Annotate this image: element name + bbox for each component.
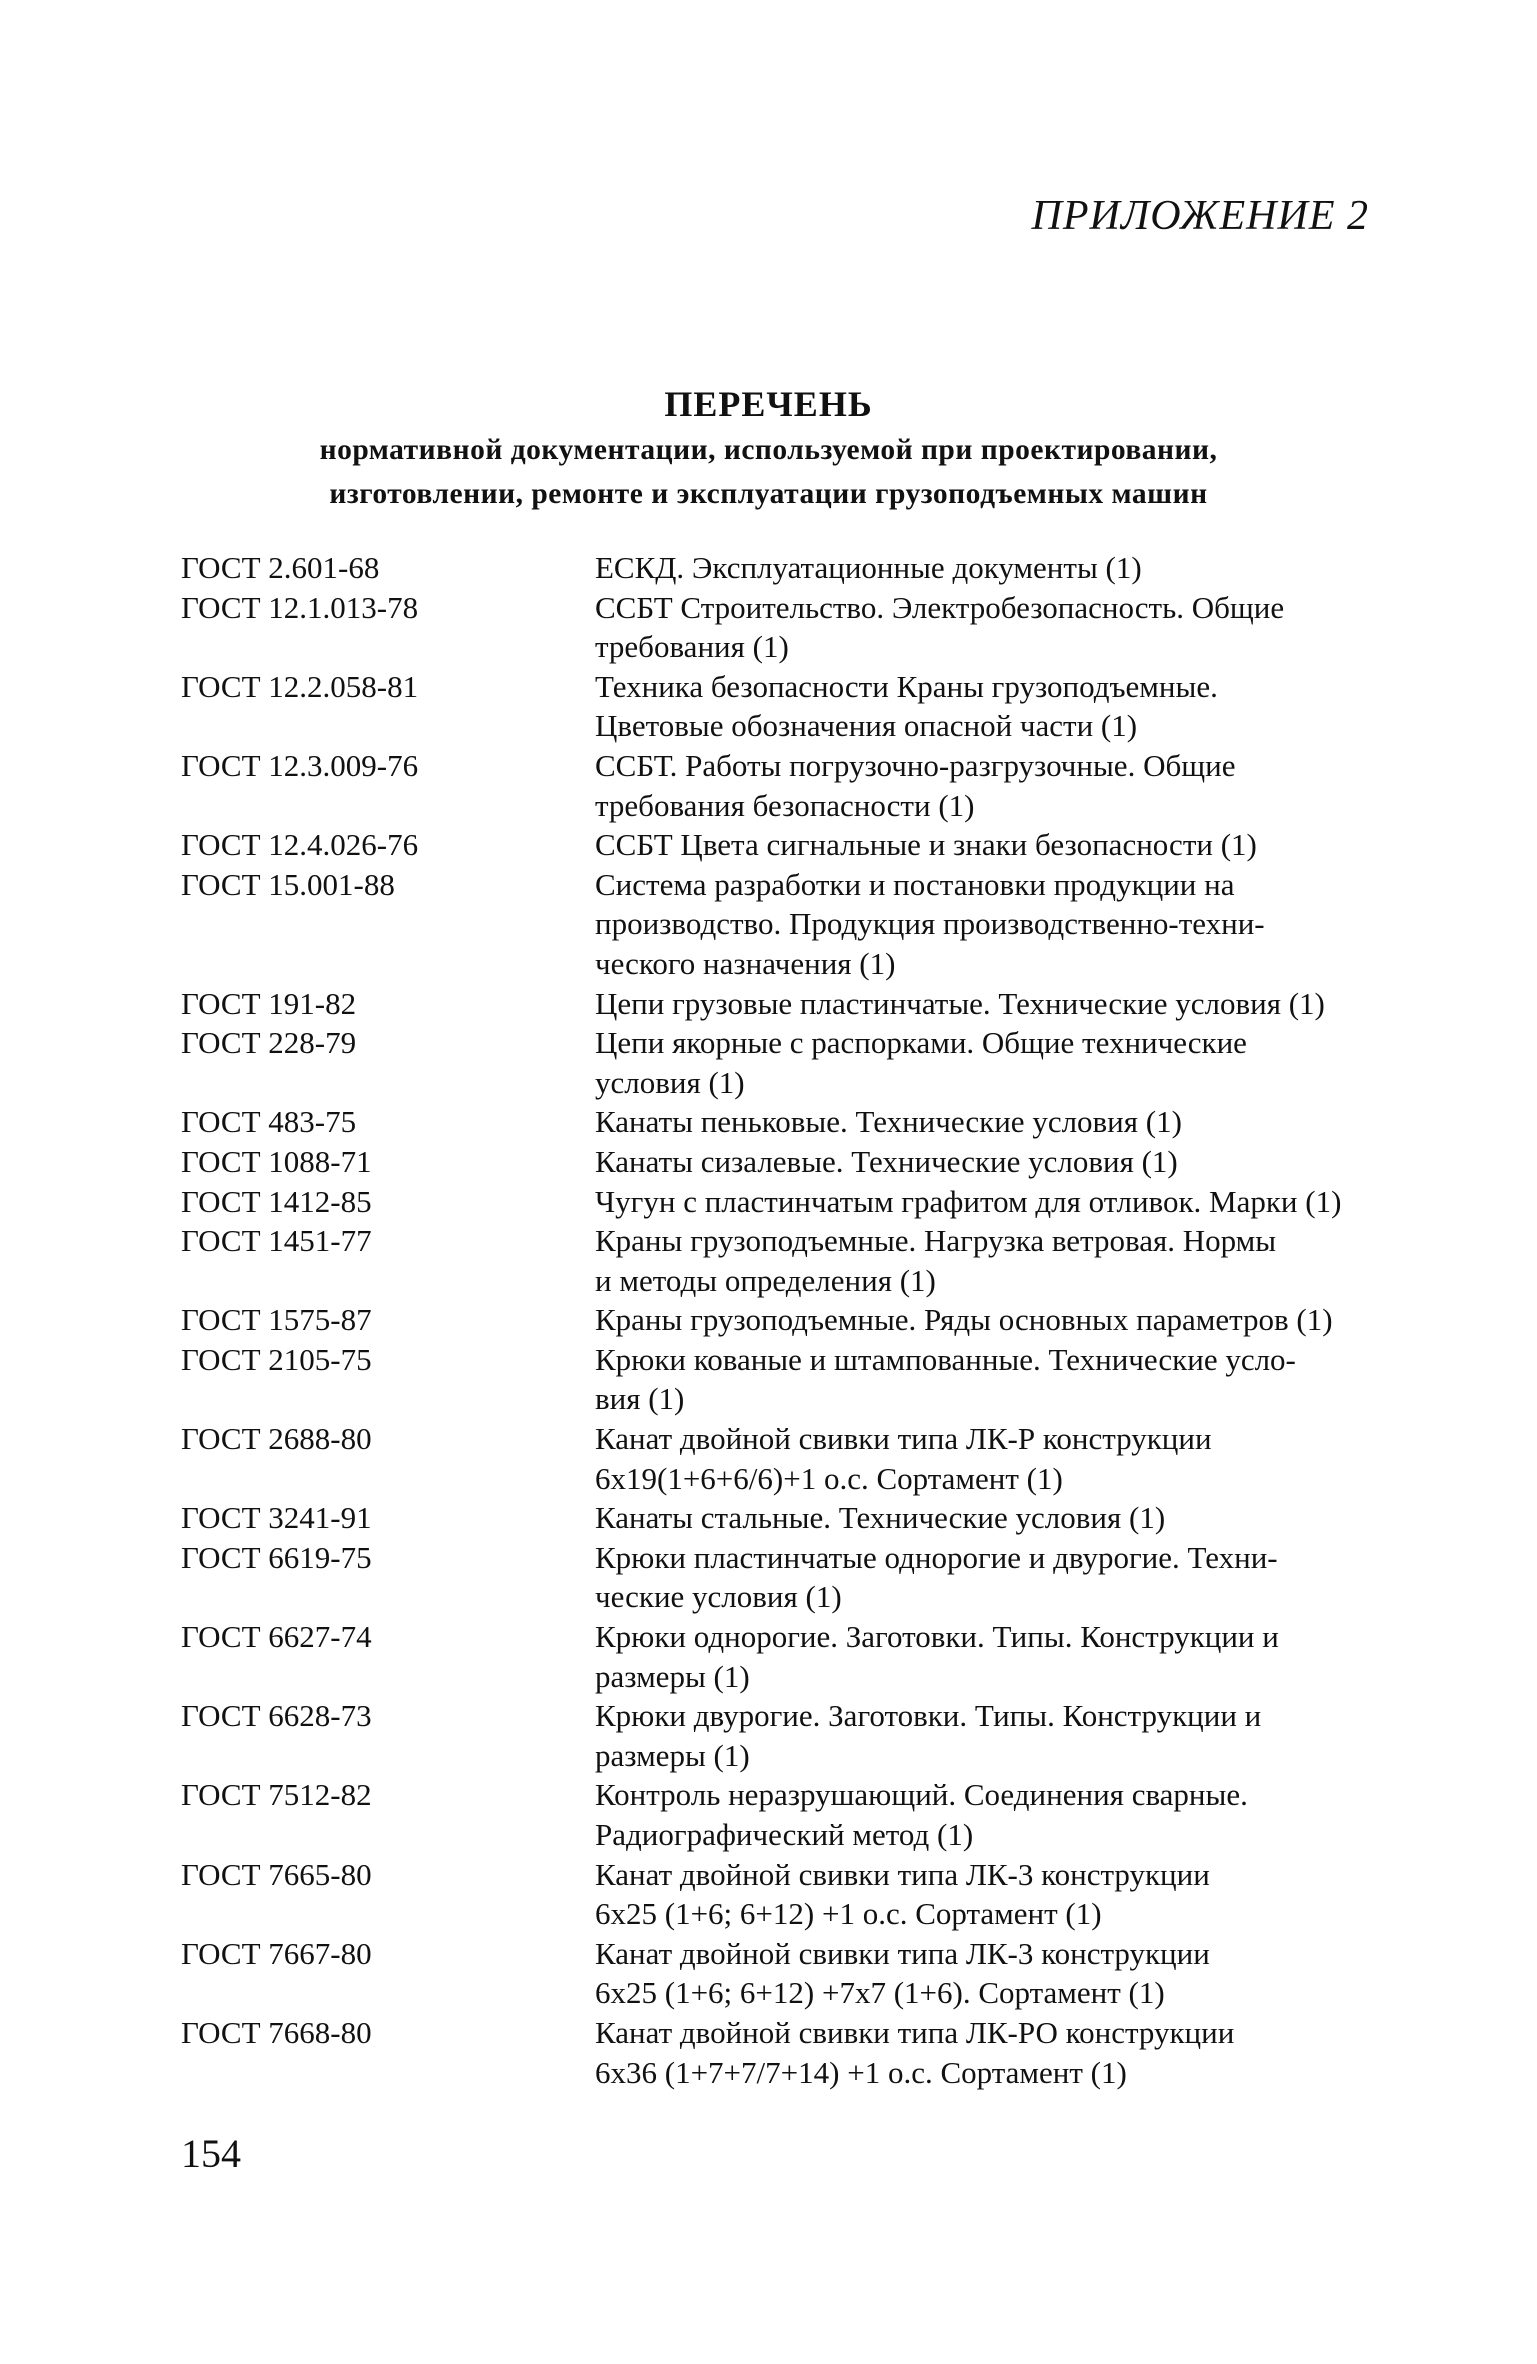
list-item: [181, 1855, 1381, 1934]
list-item: [181, 1498, 1381, 1538]
standard-code: ГОСТ 7512-82: [181, 1777, 372, 1813]
standard-title-line: 6х19(1+6+6/6)+1 о.с. Сортамент (1): [595, 1460, 1063, 1496]
standard-code: ГОСТ 2.601-68: [181, 550, 380, 585]
page-number: 154: [181, 2131, 241, 2176]
standard-title-line: Цепи якорные с распорками. Общие технические: [595, 1025, 1247, 1061]
standard-title-line: размеры (1): [595, 1658, 750, 1694]
standard-title-line: Канат двойной свивки типа ЛК-3 конструкции: [595, 1856, 1210, 1892]
standard-code: ГОСТ 191-82: [181, 985, 357, 1021]
standard-title-line: размеры (1): [595, 1737, 750, 1773]
standard-title: [595, 548, 1375, 588]
standard-title: [595, 588, 1375, 667]
standard-title: [595, 1182, 1375, 1222]
standard-title: [595, 746, 1375, 825]
standard-title-line: 6х36 (1+7+7/7+14) +1 о.с. Сортамент (1): [595, 2054, 1127, 2090]
standard-title-line: Крюки кованые и штампованные. Технические усло-: [595, 1341, 1296, 1377]
list-item: [181, 1142, 1381, 1182]
standard-code: ГОСТ 6627-74: [181, 1619, 372, 1655]
standard-title: [595, 1855, 1375, 1934]
standard-title: [595, 1419, 1375, 1498]
standard-code: ГОСТ 1575-87: [181, 1302, 372, 1338]
standard-title-line: требования безопасности (1): [595, 787, 975, 823]
list-item: [181, 1934, 1381, 2013]
standard-title: [595, 1775, 1375, 1854]
list-item: [181, 1023, 1381, 1102]
standard-title-line: Цепи грузовые пластинчатые. Технические условия (1): [595, 985, 1325, 1021]
standard-title: [595, 1221, 1375, 1300]
standard-title: [595, 1300, 1375, 1340]
standard-title: [595, 984, 1375, 1024]
standard-code: ГОСТ 483-75: [181, 1104, 357, 1140]
standard-title-line: 6х25 (1+6; 6+12) +7х7 (1+6). Сортамент (1): [595, 1975, 1165, 2011]
subtitle-line: изготовлении, ремонте и эксплуатации грузоподъемных машин: [329, 478, 1208, 510]
standard-title: [595, 1934, 1375, 2013]
standard-code: ГОСТ 1412-85: [181, 1183, 372, 1219]
list-item: [181, 588, 1381, 667]
standard-title-line: Цветовые обозначения опасной части (1): [595, 708, 1138, 744]
appendix-label: ПРИЛОЖЕНИЕ 2: [1031, 193, 1369, 239]
standard-title: [595, 2013, 1375, 2092]
standard-code: ГОСТ 12.2.058-81: [181, 668, 419, 704]
list-item: [181, 1696, 1381, 1775]
list-item: [181, 1300, 1381, 1340]
standard-title-line: Радиографический метод (1): [595, 1817, 974, 1852]
list-item: [181, 1102, 1381, 1142]
standard-title: [595, 1498, 1375, 1538]
standard-title-line: ССБТ Цвета сигнальные и знаки безопасности (1): [595, 827, 1257, 863]
list-item: [181, 865, 1381, 984]
standard-title: [595, 1340, 1375, 1419]
standard-code: ГОСТ 7667-80: [181, 1935, 372, 1971]
standard-title: [595, 825, 1375, 865]
standard-title-line: Канат двойной свивки типа ЛК-3 конструкции: [595, 1935, 1210, 1971]
standard-code: ГОСТ 15.001-88: [181, 866, 395, 902]
standard-title-line: Система разработки и постановки продукции на: [595, 866, 1235, 902]
list-item: [181, 1538, 1381, 1617]
list-item: [181, 548, 1381, 588]
standard-title-line: Крюки двурогие. Заготовки. Типы. Конструкции и: [595, 1698, 1262, 1734]
standard-code: ГОСТ 1088-71: [181, 1143, 372, 1179]
standard-title-line: Краны грузоподъемные. Ряды основных параметров (1): [595, 1302, 1333, 1338]
standard-title-line: Чугун с пластинчатым графитом для отливок. Марки (1): [595, 1183, 1342, 1219]
standard-title-line: Контроль неразрушающий. Соединения сварные.: [595, 1777, 1248, 1813]
list-item: [181, 825, 1381, 865]
list-item: [181, 1617, 1381, 1696]
standard-title-line: Канат двойной свивки типа ЛК-РО конструкции: [595, 2014, 1235, 2050]
standard-title-line: Канаты стальные. Технические условия (1): [595, 1500, 1166, 1536]
standard-code: ГОСТ 228-79: [181, 1025, 357, 1061]
subtitle-line: нормативной документации, используемой при проектировании,: [319, 434, 1218, 466]
list-item: [181, 2013, 1381, 2092]
list-item: [181, 1340, 1381, 1419]
standard-title-line: Крюки пластинчатые однорогие и двурогие. Техни-: [595, 1539, 1278, 1575]
standard-title-line: ческие условия (1): [595, 1579, 842, 1615]
standard-title-line: производство. Продукция производственно-техни-: [595, 906, 1265, 942]
list-item: [181, 1221, 1381, 1300]
standard-code: ГОСТ 2688-80: [181, 1421, 372, 1457]
standard-code: ГОСТ 12.3.009-76: [181, 747, 419, 783]
standard-title: [595, 1617, 1375, 1696]
standard-code: ГОСТ 12.4.026-76: [181, 827, 419, 863]
standard-title-line: и методы определения (1): [595, 1262, 936, 1298]
standard-title: [595, 865, 1375, 984]
list-item: [181, 746, 1381, 825]
standard-code: ГОСТ 1451-77: [181, 1223, 372, 1259]
standard-code: ГОСТ 7665-80: [181, 1856, 372, 1892]
standard-title-line: Краны грузоподъемные. Нагрузка ветровая. Нормы: [595, 1223, 1277, 1259]
standard-title-line: требования (1): [595, 629, 789, 665]
standard-title-line: Канаты пеньковые. Технические условия (1): [595, 1104, 1182, 1140]
standard-title-line: Канаты сизалевые. Технические условия (1): [595, 1143, 1178, 1179]
standard-title: [595, 1538, 1375, 1617]
standards-list: [181, 548, 1381, 2092]
standard-code: ГОСТ 3241-91: [181, 1500, 372, 1536]
standard-code: ГОСТ 6628-73: [181, 1698, 372, 1734]
standard-code: ГОСТ 7668-80: [181, 2014, 372, 2050]
page-title: ПЕРЕЧЕНЬ: [664, 384, 873, 424]
standard-title-line: 6х25 (1+6; 6+12) +1 о.с. Сортамент (1): [595, 1896, 1102, 1932]
standard-title-line: Техника безопасности Краны грузоподъемные.: [595, 668, 1218, 704]
standard-code: ГОСТ 2105-75: [181, 1341, 372, 1377]
list-item: [181, 984, 1381, 1024]
standard-title: [595, 1142, 1375, 1182]
list-item: [181, 1182, 1381, 1222]
list-item: [181, 1775, 1381, 1854]
list-item: [181, 667, 1381, 746]
standard-title: [595, 667, 1375, 746]
standard-title-line: ССБТ Строительство. Электробезопасность. Общие: [595, 589, 1285, 625]
standard-title: [595, 1023, 1375, 1102]
standard-title-line: ческого назначения (1): [595, 945, 896, 981]
standard-title-line: Канат двойной свивки типа ЛК-Р конструкции: [595, 1421, 1212, 1457]
standard-code: ГОСТ 12.1.013-78: [181, 589, 419, 625]
standard-title-line: Крюки однорогие. Заготовки. Типы. Конструкции и: [595, 1619, 1279, 1655]
standard-title-line: ЕСКД. Эксплуатационные документы (1): [595, 550, 1142, 585]
standard-title-line: вия (1): [595, 1381, 685, 1417]
standard-code: ГОСТ 6619-75: [181, 1539, 372, 1575]
standard-title: [595, 1696, 1375, 1775]
standard-title-line: ССБТ. Работы погрузочно-разгрузочные. Общие: [595, 747, 1236, 783]
page-subtitle: [0, 428, 1537, 516]
list-item: [181, 1419, 1381, 1498]
standard-title-line: условия (1): [595, 1064, 745, 1100]
standard-title: [595, 1102, 1375, 1142]
